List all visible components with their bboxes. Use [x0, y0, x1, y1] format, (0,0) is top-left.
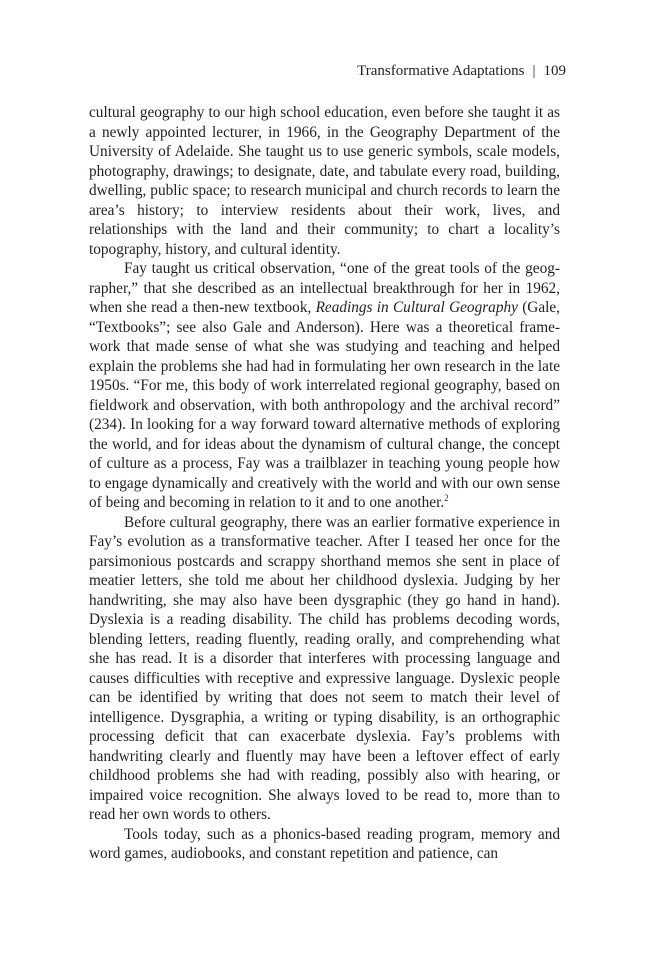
- paragraph-4: Tools today, such as a phonics-based reading program, memory and word games, audiobooks, and constant repetition and patience, can: [89, 825, 560, 862]
- paragraph-1: cultural geography to our high school education, even before she taught it as a newly appointed lecturer, in 1966, in the Geography Department of the University of Adelaide. She taught us to use generic symbols, scale models, photography, drawings; to designate, date, and tabulate every road, building, dwelling, public space; to research municipal and church records to learn the area’s history; to interview residents about their work, lives, and relationships with the land and their community; to chart a locality’s topography, history, and cultural identity.: [89, 104, 560, 258]
- page-number: 109: [543, 63, 566, 79]
- book-title: Readings in Cultural Geography: [315, 299, 518, 316]
- paragraph-2: [89, 259, 560, 513]
- running-head: [357, 61, 566, 81]
- paragraph-3: Before cultural geography, there was an earlier formative experience in Fay’s evolution as a transformative teacher. After I teased her once for the parsimonious postcards and scrappy shorthand memos she sent in place of meatier letters, she told me about her childhood dyslexia. Judging by her handwriting, she may also have been dysgraphic (they go hand in hand). Dyslexia is a reading disability. The child has problems decoding words, blending letters, reading fluently, reading orally, and comprehending what she has read. It is a disorder that interferes with processing language and causes difficulties with receptive and expressive language. Dyslexic people can be identified by writing that does not seem to match their level of intelligence. Dysgraphia, a writing or typing disability, is an orthographic processing deficit that can exacerbate dyslexia. Fay’s problems with handwriting clearly and fluently may have been a leftover effect of early childhood problems she had with reading, possibly also with hearing, or impaired voice recognition. She always loved to be read to, more than to read her own words to others.: [89, 513, 560, 823]
- footnote-reference: 2: [444, 492, 449, 503]
- running-title: Transformative Adaptations: [357, 63, 525, 79]
- header-separator: |: [532, 63, 536, 79]
- body-text: [89, 103, 560, 864]
- paragraph-2-text-a: Fay taught us critical observation, “one of the great tools of the geographer,” that she described as an intellectual breakthrough for her in 1962, when she read a then-new textbook,: [89, 260, 560, 316]
- paragraph-2-text-b: (Gale, “Textbooks”; see also Gale and Anderson). Here was a theoretical framework that made sense of what she was studying and teaching and helped explain the problems she had had in formulating her own research in the late 1950s. “For me, this body of work interrelated regional geography, based on fieldwork and observation, with both anthropology and the archival record” (234). In looking for a way forward toward alternative methods of exploring the world, and for ideas about the dynamism of cultural change, the concept of culture as a process, Fay was a trailblazer in teaching young people how to engage dynamically and creatively with the world and with our own sense of being and becoming in relation to it and to one another.: [89, 299, 560, 511]
